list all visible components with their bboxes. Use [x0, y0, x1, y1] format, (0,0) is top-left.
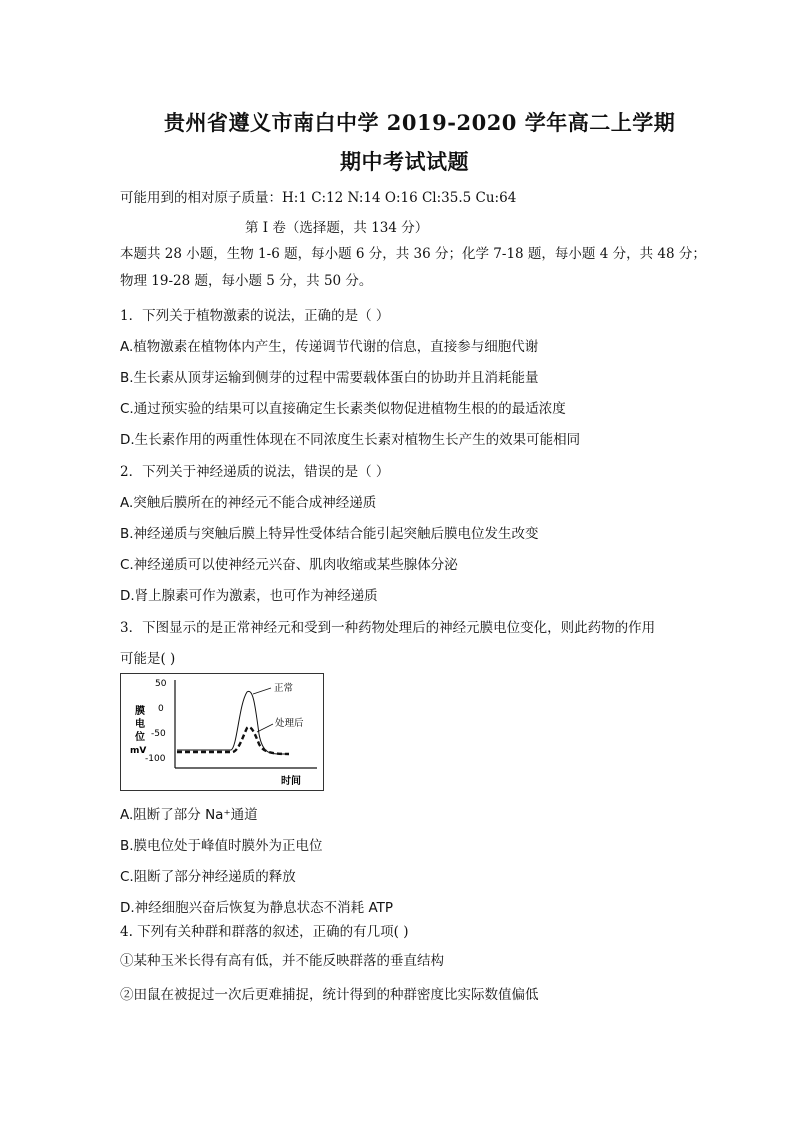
xlabel: 时间	[281, 776, 301, 787]
q3-option-a: A.阻断了部分 Na⁺通道	[120, 807, 258, 823]
q3-option-c: C.阻断了部分神经递质的释放	[120, 869, 296, 885]
q2-option-a: A.突触后膜所在的神经元不能合成神经递质	[120, 495, 377, 511]
q3-stem-line2: 可能是( )	[120, 651, 176, 667]
membrane-potential-chart	[121, 674, 323, 790]
page-title-line2: 期中考试试题	[340, 149, 469, 174]
q2-option-c: C.神经递质可以使神经元兴奋、肌肉收缩或某些腺体分泌	[120, 557, 458, 573]
legend-treated: 处理后	[275, 718, 304, 729]
q3-stem-line1: 3．下图显示的是正常神经元和受到一种药物处理后的神经元膜电位变化，则此药物的作用	[120, 620, 656, 636]
ytick-neg100: -100	[145, 754, 166, 764]
yunit-label: mV	[130, 746, 147, 756]
atomic-masses: 可能用到的相对原子质量：H:1 C:12 N:14 O:16 Cl:35.5 Cu:64	[120, 190, 517, 206]
q1-option-b: B.生长素从顶芽运输到侧芽的过程中需要载体蛋白的协助并且消耗能量	[120, 370, 539, 386]
ytick-50: 50	[155, 679, 167, 689]
page-title-line1: 贵州省遵义市南白中学 2019-2020 学年高二上学期	[164, 110, 676, 135]
q3-option-b: B.膜电位处于峰值时膜外为正电位	[120, 838, 323, 854]
q1-option-c: C.通过预实验的结果可以直接确定生长素类似物促进植物生根的的最适浓度	[120, 401, 566, 417]
intro-line-1: 本题共 28 小题，生物 1-6 题，每小题 6 分，共 36 分；化学 7-18 题，每小题 4 分，共 48 分；	[120, 246, 706, 262]
normal-leader-line	[253, 688, 271, 694]
series-normal-line	[177, 691, 289, 754]
ylabel-char-3: 位	[135, 732, 145, 743]
q1-stem: 1．下列关于植物激素的说法，正确的是（ ）	[120, 308, 390, 324]
ytick-0: 0	[158, 704, 164, 714]
q2-option-b: B.神经递质与突触后膜上特异性受体结合能引起突触后膜电位发生改变	[120, 526, 539, 542]
q4-stem: 4. 下列有关种群和群落的叙述，正确的有几项( )	[120, 924, 409, 940]
q1-option-d: D.生长素作用的两重性体现在不同浓度生长素对植物生长产生的效果可能相同	[120, 432, 581, 448]
ylabel-char-2: 电	[135, 719, 145, 730]
intro-line-2: 物理 19-28 题，每小题 5 分，共 50 分。	[120, 273, 373, 289]
legend-normal: 正常	[274, 683, 294, 694]
treated-leader-line	[257, 724, 273, 732]
section-heading: 第 I 卷（选择题，共 134 分）	[245, 220, 429, 236]
membrane-potential-figure	[120, 673, 324, 791]
q4-item-1: ①某种玉米长得有高有低，并不能反映群落的垂直结构	[120, 953, 444, 969]
q2-option-d: D.肾上腺素可作为激素，也可作为神经递质	[120, 588, 378, 604]
q2-stem: 2．下列关于神经递质的说法，错误的是（ ）	[120, 464, 390, 480]
q3-option-d: D.神经细胞兴奋后恢复为静息状态不消耗 ATP	[120, 900, 394, 916]
ytick-neg50: -50	[151, 729, 166, 739]
q1-option-a: A.植物激素在植物体内产生，传递调节代谢的信息，直接参与细胞代谢	[120, 339, 539, 355]
ylabel-char-1: 膜	[135, 706, 145, 717]
q4-item-2: ②田鼠在被捉过一次后更难捕捉，统计得到的种群密度比实际数值偏低	[120, 987, 539, 1003]
